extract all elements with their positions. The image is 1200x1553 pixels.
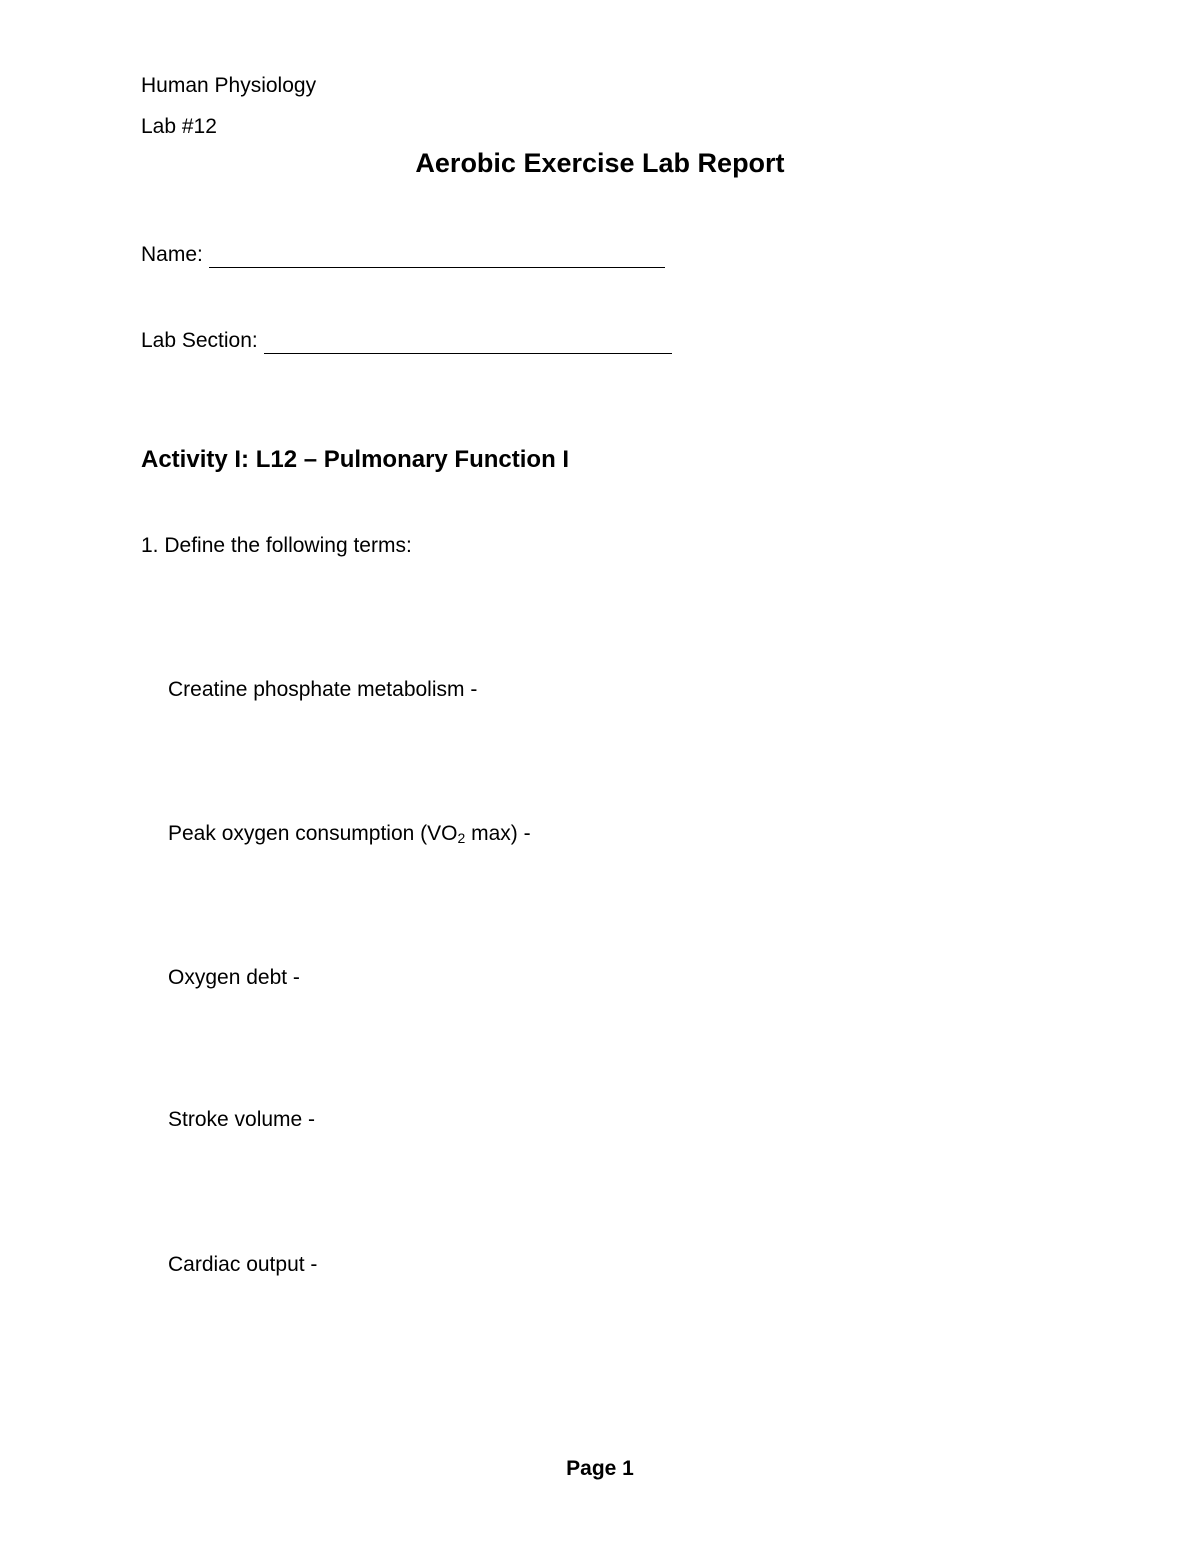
page-number: Page 1 (566, 1457, 634, 1480)
term-creatine-phosphate: Creatine phosphate metabolism - (168, 678, 478, 701)
lab-number: Lab #12 (141, 115, 217, 138)
term-stroke-volume: Stroke volume - (168, 1108, 316, 1131)
term-cardiac-output: Cardiac output - (168, 1253, 318, 1276)
term-oxygen-debt: Oxygen debt - (168, 966, 300, 989)
report-title: Aerobic Exercise Lab Report (415, 148, 785, 178)
name-field-row (141, 242, 665, 268)
name-blank-line[interactable] (209, 247, 665, 268)
lab-section-blank-line[interactable] (264, 333, 672, 354)
activity-heading: Activity I: L12 – Pulmonary Function I (141, 446, 570, 473)
lab-section-field-row (141, 328, 672, 354)
course-name: Human Physiology (141, 74, 317, 97)
vo2-subscript: 2 (457, 830, 466, 846)
term-peak-oxygen-text: Peak oxygen consumption (VO (168, 822, 458, 845)
term-peak-oxygen-suffix: max) - (465, 822, 531, 845)
question-1: 1. Define the following terms: (141, 534, 412, 557)
lab-section-label: Lab Section: (141, 329, 258, 352)
term-peak-oxygen-consumption (168, 821, 531, 847)
name-label: Name: (141, 243, 203, 266)
